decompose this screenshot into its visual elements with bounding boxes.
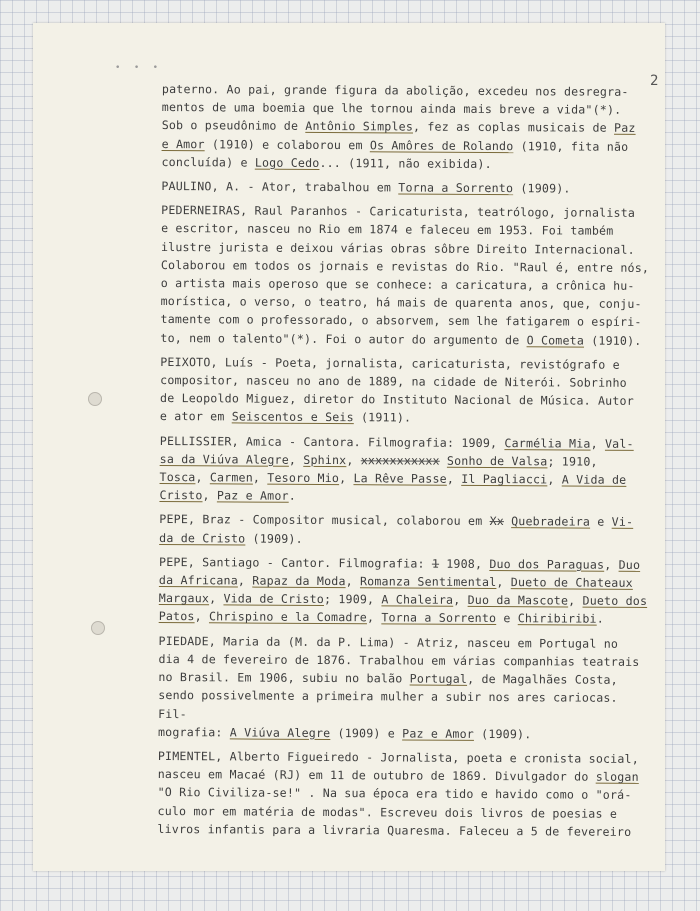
underlined-title: Dueto de Chateaux bbox=[510, 575, 633, 590]
text-run: , fez as coplas musicais de bbox=[412, 119, 615, 136]
underlined-title: Rapaz da Moda bbox=[252, 573, 346, 589]
text-run: compositor, nasceu no ano de 1889, na cidade de Niterói. Sobrinho bbox=[160, 373, 627, 390]
text-run: (1910). bbox=[584, 333, 642, 348]
text-run: ... (1911, não exibida). bbox=[319, 155, 492, 171]
text-run: PEIXOTO, Luís - Poeta, jornalista, caricaturista, revistógrafo e bbox=[160, 354, 620, 372]
text-run: mentos de uma boemia que lhe tornou ainda mais breve a vida"(*). bbox=[161, 100, 622, 118]
underlined-title: La Rêve Passe bbox=[353, 471, 447, 486]
text-run: mografia: bbox=[157, 724, 230, 740]
text-line bbox=[161, 177, 651, 198]
underlined-title: Torna a Sorrento bbox=[398, 180, 514, 196]
text-run: , bbox=[568, 593, 583, 608]
text-run: livros infantis para a livraria Quaresma. Faleceu a 5 de fevereiro bbox=[157, 821, 632, 839]
text-run: , bbox=[604, 557, 619, 572]
text-run: , bbox=[366, 610, 382, 625]
text-run: e bbox=[590, 515, 612, 530]
underlined-title: Patos bbox=[158, 609, 195, 624]
text-run: (1911). bbox=[353, 410, 412, 425]
dictionary-entry bbox=[161, 177, 651, 198]
underlined-title: Duo da Mascote bbox=[467, 593, 569, 608]
text-run: (1909). bbox=[245, 531, 303, 546]
underlined-title: Romanza Sentimental bbox=[359, 574, 497, 590]
text-run: , bbox=[496, 575, 511, 590]
text-run: "O Rio Civiliza-se!" . Na sua época era tido e havido como o "orá- bbox=[157, 785, 632, 803]
text-run: , bbox=[195, 470, 210, 485]
text-run: nasceu em Macaé (RJ) em 11 de outubro de 1869. Divulgador do bbox=[157, 767, 596, 784]
underlined-title: Torna a Sorrento bbox=[381, 610, 497, 626]
text-line bbox=[158, 723, 648, 744]
text-run: o artista mais operoso que se conhece: a caricatura, a crônica hu- bbox=[160, 276, 635, 293]
underlined-title: sa da Viúva Alegre bbox=[159, 451, 289, 467]
text-run: (1909) e bbox=[330, 725, 403, 741]
text-run: , de Magalhães Costa, bbox=[467, 671, 618, 687]
underlined-title: Vi- bbox=[611, 515, 634, 530]
text-run: e bbox=[496, 611, 518, 626]
underlined-title: Carmélia Mia bbox=[504, 435, 591, 451]
underlined-title: Vida de Cristo bbox=[223, 591, 325, 607]
text-line bbox=[158, 686, 648, 725]
underlined-title: Il Pagliacci bbox=[461, 471, 548, 487]
underlined-title: Tesoro Mio bbox=[267, 470, 340, 486]
text-run: , bbox=[590, 436, 606, 451]
text-run: PEPE, Braz - Compositor musical, colaborou em bbox=[159, 512, 490, 529]
underlined-title: O Cometa bbox=[526, 332, 585, 348]
text-run: , bbox=[202, 488, 217, 503]
dictionary-entry bbox=[159, 432, 649, 508]
dictionary-entry bbox=[158, 632, 649, 744]
underlined-title: A Vida de bbox=[561, 472, 627, 487]
text-run: , bbox=[209, 591, 224, 606]
text-run: PIMENTEL, Alberto Figueiredo - Jornalista, poeta e cronista social, bbox=[157, 748, 639, 766]
underlined-title: Val- bbox=[604, 436, 634, 451]
document-body bbox=[157, 80, 652, 847]
text-run: , bbox=[345, 574, 361, 589]
dictionary-entry bbox=[159, 553, 649, 629]
text-run: , bbox=[237, 573, 253, 588]
dictionary-entry bbox=[160, 353, 650, 429]
underlined-title: e Amor bbox=[161, 136, 205, 151]
dictionary-entry bbox=[161, 80, 652, 174]
text-run: PEPE, Santiago - Cantor. Filmografia: bbox=[159, 554, 432, 571]
text-run: , bbox=[453, 593, 468, 608]
text-run: ilustre jurista e deixou várias obras sôbre Direito Internacional. bbox=[160, 239, 635, 257]
text-run: , bbox=[547, 472, 562, 487]
text-run: PEDERNEIRAS, Raul Paranhos - Caricaturista, teatrólogo, jornalista bbox=[161, 203, 636, 221]
text-line bbox=[161, 219, 651, 240]
corner-marks: • • • bbox=[115, 63, 163, 73]
text-line bbox=[159, 486, 649, 507]
text-run: morística, o verso, o teatro, há mais de quarenta anos, que, conju- bbox=[160, 294, 642, 312]
text-run: de Leopoldo Miguez, diretor do Instituto Nacional de Música. Autor bbox=[160, 391, 634, 409]
text-run: Colaborou em todos os jornais e revistas do Rio. "Raul é, entre nós, bbox=[160, 257, 650, 275]
text-line bbox=[159, 607, 649, 628]
underlined-title: A Viúva Alegre bbox=[229, 725, 331, 740]
struck-out-text: 1 bbox=[431, 556, 440, 571]
underlined-title: Chiribiribi bbox=[517, 611, 597, 627]
text-run: , bbox=[346, 452, 361, 468]
text-line bbox=[157, 820, 647, 841]
underlined-title: da de Cristo bbox=[159, 530, 246, 546]
text-run: (1909). bbox=[473, 726, 532, 741]
underlined-title: A Chaleira bbox=[381, 592, 454, 608]
text-run bbox=[504, 515, 511, 529]
punch-hole-lower bbox=[91, 621, 105, 635]
underlined-title: Cristo bbox=[159, 488, 203, 503]
underlined-title: Paz bbox=[614, 121, 636, 136]
underlined-title: da Africana bbox=[158, 573, 238, 588]
underlined-title: Paz e Amor bbox=[402, 726, 475, 741]
dictionary-entry bbox=[160, 201, 651, 350]
text-run: ; 1910, bbox=[547, 454, 598, 469]
text-run: , bbox=[446, 471, 462, 486]
text-run: . bbox=[288, 489, 296, 504]
text-run: concluída) e bbox=[161, 154, 255, 170]
text-run: PELLISSIER, Amica - Cantora. Filmografia: 1909, bbox=[159, 433, 505, 450]
underlined-title: Sonho de Valsa bbox=[446, 453, 548, 469]
page-number: 2 bbox=[650, 73, 659, 89]
underlined-title: Quebradeira bbox=[511, 514, 591, 530]
underlined-title: Dueto dos bbox=[582, 593, 648, 609]
text-run: ; 1909, bbox=[323, 592, 382, 607]
text-run: 1908, bbox=[439, 556, 490, 571]
underlined-title: Seiscentos e Seis bbox=[231, 409, 354, 425]
text-line bbox=[160, 329, 650, 350]
text-run: tamente com o professorado, o absorvem, sem lhe fatigarem o espíri- bbox=[160, 312, 642, 330]
text-run: dia 4 de fevereiro de 1876. Trabalhou em várias companhias teatrais bbox=[158, 651, 640, 669]
text-run: sendo possivelmente a primeira mulher a subir nos ares cariocas. Fil- bbox=[158, 688, 618, 721]
text-run: PIEDADE, Maria da (M. da P. Lima) - Atriz, nasceu em Portugal no bbox=[158, 633, 619, 651]
text-run: PAULINO, A. - Ator, trabalhou em bbox=[161, 179, 399, 195]
text-line bbox=[160, 407, 650, 428]
underlined-title: Logo Cedo bbox=[254, 155, 320, 170]
underlined-title: Sphinx bbox=[303, 452, 347, 467]
text-run: (1910, fita não bbox=[513, 138, 629, 154]
underlined-title: Paz e Amor bbox=[216, 488, 289, 504]
text-run: . bbox=[596, 612, 604, 627]
text-line bbox=[158, 783, 648, 804]
text-line bbox=[159, 529, 649, 550]
text-run: , bbox=[252, 470, 268, 485]
text-run: , bbox=[339, 471, 354, 486]
text-run: paterno. Ao pai, grande figura da abolição, excedeu nos desregra- bbox=[161, 81, 629, 99]
underlined-title: Carmen bbox=[209, 470, 253, 485]
underlined-title: Tosca bbox=[159, 470, 196, 485]
text-run: (1910) e colaborou em bbox=[204, 136, 370, 152]
underlined-title: Duo bbox=[618, 557, 641, 572]
struck-out-text: xxxxxxxxxxx bbox=[360, 453, 440, 468]
underlined-title: Margaux bbox=[158, 591, 210, 606]
underlined-title: Duo dos Paraguas bbox=[489, 556, 605, 572]
underlined-title: Chrispino e la Comadre bbox=[208, 609, 368, 625]
dictionary-entry bbox=[157, 747, 648, 841]
underlined-title: Antônio Simples bbox=[305, 119, 414, 134]
dictionary-entry bbox=[159, 510, 649, 549]
underlined-title: Portugal bbox=[409, 671, 468, 686]
text-run: e escritor, nasceu no Rio em 1874 e faleceu em 1953. Foi também bbox=[161, 221, 614, 239]
text-run: e ator em bbox=[159, 409, 232, 424]
text-run: to, nem o talento"(*). Foi o autor do argumento de bbox=[160, 330, 527, 347]
text-run: no Brasil. Em 1906, subiu no balão bbox=[158, 670, 410, 686]
text-run: (1909). bbox=[513, 181, 571, 196]
text-run: , bbox=[288, 452, 304, 467]
text-run: , bbox=[194, 609, 210, 624]
text-run: Sob o pseudônimo de bbox=[161, 118, 306, 134]
text-line bbox=[161, 153, 651, 174]
text-line bbox=[162, 116, 652, 137]
underlined-title: Os Amôres de Rolando bbox=[369, 137, 514, 153]
underlined-title: slogan bbox=[595, 769, 639, 785]
punch-hole-upper bbox=[88, 392, 102, 406]
struck-out-text: Xx bbox=[489, 514, 505, 529]
text-run: culo mor em matéria de modas". Escreveu dois livros de poesias e bbox=[157, 803, 618, 821]
